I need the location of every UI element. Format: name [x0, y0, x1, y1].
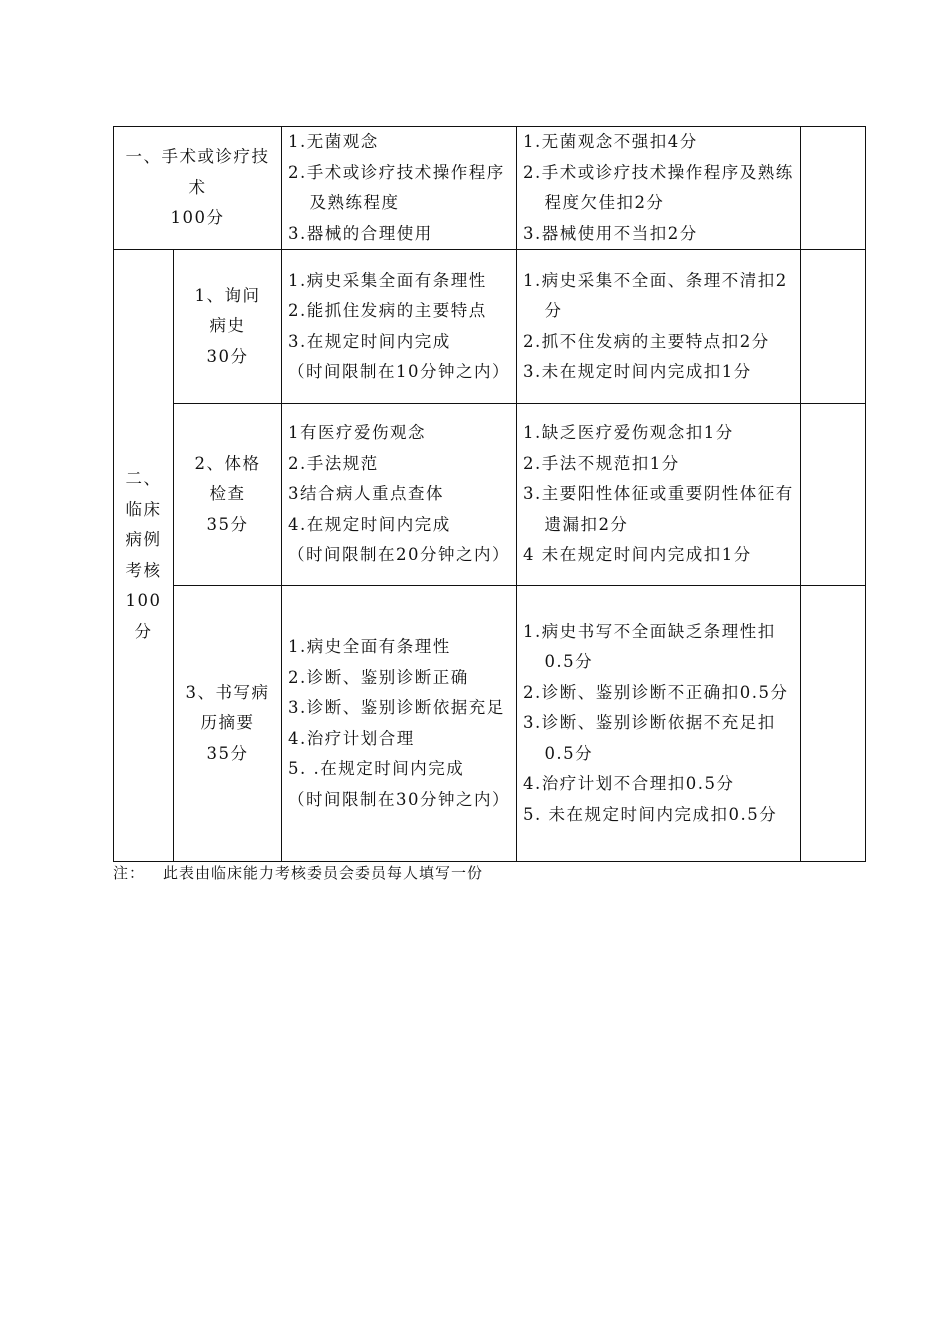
item-name-line: 2、体格	[194, 453, 261, 473]
record-item-cell	[174, 586, 282, 862]
list-item: 1.病史书写不全面缺乏条理性扣0.5分	[523, 621, 776, 672]
list-item: （时间限制在30分钟之内）	[288, 789, 510, 809]
list-item: 3.主要阳性体征或重要阴性体征有遗漏扣2分	[523, 484, 794, 534]
list-item: （时间限制在10分钟之内）	[288, 362, 510, 381]
table-row	[114, 250, 866, 404]
footnote-text: 此表由临床能力考核委员会委员每人填写一份	[163, 864, 484, 882]
table-row	[114, 127, 866, 250]
history-deductions-cell	[517, 250, 801, 404]
list-item: 4.治疗计划合理	[288, 728, 415, 748]
list-item: 1.病史采集全面有条理性	[288, 270, 487, 290]
surgery-category-cell	[114, 127, 282, 250]
clinical-title-line: 病例	[125, 530, 162, 549]
list-item: 1.病史全面有条理性	[288, 637, 451, 656]
clinical-title-line: 二、	[125, 469, 162, 488]
table-row	[114, 404, 866, 586]
scoring-table	[113, 126, 866, 862]
clinical-category-cell	[114, 250, 174, 862]
table-row	[114, 586, 866, 862]
list-item: 4 未在规定时间内完成扣1分	[523, 545, 752, 565]
surgery-title-line: 一、手术或诊疗技	[125, 147, 270, 167]
list-item: （时间限制在20分钟之内）	[288, 545, 510, 565]
clinical-title-line: 临床	[125, 499, 162, 519]
list-item: 3.未在规定时间内完成扣1分	[523, 362, 752, 381]
surgery-standards-cell	[282, 127, 517, 250]
list-item: 5. 未在规定时间内完成扣0.5分	[523, 804, 778, 824]
list-item: 1.无菌观念	[288, 132, 379, 151]
record-standards-cell	[282, 586, 517, 862]
history-standards-cell	[282, 250, 517, 404]
item-name-line: 病史	[209, 316, 246, 336]
exam-item-cell	[174, 404, 282, 586]
item-name-line: 3、书写病	[185, 682, 270, 702]
surgery-score: 100分	[170, 208, 225, 228]
score-cell[interactable]	[801, 404, 866, 586]
list-item: 2.手术或诊疗技术操作程序及熟练程度	[288, 162, 505, 212]
list-item: 3.诊断、鉴别诊断依据不充足扣0.5分	[523, 713, 776, 763]
item-score: 35分	[206, 514, 249, 534]
list-item: 2.诊断、鉴别诊断不正确扣0.5分	[523, 682, 789, 702]
score-cell[interactable]	[801, 250, 866, 404]
list-item: 3结合病人重点查体	[288, 484, 444, 504]
list-item: 3.器械的合理使用	[288, 223, 433, 243]
item-name-line: 1、询问	[194, 285, 261, 305]
list-item: 4.治疗计划不合理扣0.5分	[523, 774, 735, 794]
list-item: 2.手术或诊疗技术操作程序及熟练程度欠佳扣2分	[523, 162, 794, 212]
list-item: 2.能抓住发病的主要特点	[288, 301, 487, 320]
exam-standards-cell	[282, 404, 517, 586]
clinical-title-line: 考核	[125, 560, 162, 580]
list-item: 1.缺乏医疗爱伤观念扣1分	[523, 423, 734, 443]
list-item: 3.诊断、鉴别诊断依据充足	[288, 698, 505, 717]
exam-deductions-cell	[517, 404, 801, 586]
list-item: 3.器械使用不当扣2分	[523, 223, 698, 243]
item-name-line: 检查	[209, 484, 246, 504]
footnote-label: 注：	[113, 864, 146, 882]
list-item: 2.抓不住发病的主要特点扣2分	[523, 331, 770, 351]
list-item: 1.无菌观念不强扣4分	[523, 132, 698, 151]
list-item: 2.诊断、鉴别诊断正确	[288, 667, 469, 687]
surgery-deductions-cell	[517, 127, 801, 250]
history-item-cell	[174, 250, 282, 404]
record-deductions-cell	[517, 586, 801, 862]
clinical-title-line: 分	[134, 621, 153, 641]
score-cell[interactable]	[801, 586, 866, 862]
score-cell[interactable]	[801, 127, 866, 250]
footnote	[113, 862, 483, 884]
clinical-title-line: 100	[125, 591, 162, 610]
list-item: 2.手法规范	[288, 453, 379, 473]
list-item: 1.病史采集不全面、条理不清扣2分	[523, 270, 788, 320]
list-item: 2.手法不规范扣1分	[523, 453, 680, 473]
list-item: 4.在规定时间内完成	[288, 514, 451, 534]
surgery-title-line: 术	[188, 177, 207, 197]
item-name-line: 历摘要	[200, 713, 255, 733]
list-item: 1有医疗爱伤观念	[288, 423, 426, 443]
item-score: 30分	[206, 346, 249, 366]
list-item: 5. .在规定时间内完成	[288, 759, 465, 778]
item-score: 35分	[206, 743, 249, 763]
list-item: 3.在规定时间内完成	[288, 331, 451, 351]
